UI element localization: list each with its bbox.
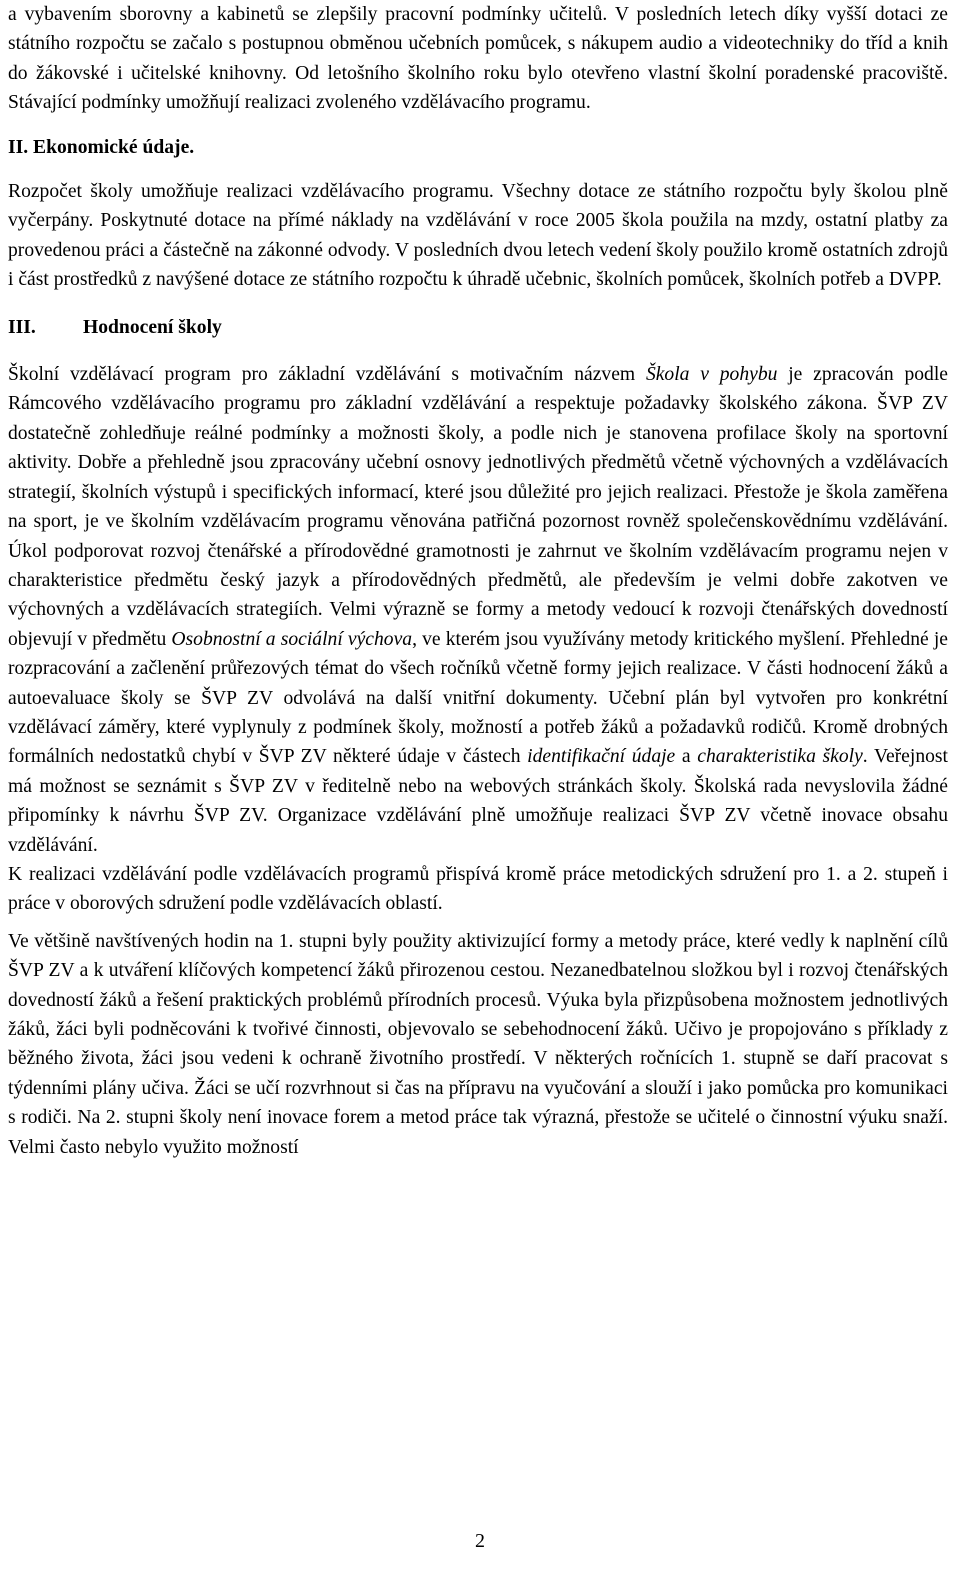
section-heading-evaluation xyxy=(8,313,948,342)
page-number: 2 xyxy=(475,1530,485,1552)
evaluation-paragraph-1 xyxy=(8,360,948,860)
text-run: je zpracován podle Rámcového vzdělávacího programu pro základní vzdělávání a respektuje požadavky školského zákona. ŠVP ZV dostatečně zohledňuje reálné podmínky a možnosti školy, a podle nich je stanovena profilace školy na sportovní aktivity. Dobře a přehledně jsou zpracovány učební osnovy jednotlivých předmětů včetně výchovných a vzdělávacích strategií, školních výstupů i specifických informací, které jsou důležité pro jejich realizaci. Přestože je škola zaměřena na sport, je ve školním vzdělávacím programu věnována patřičná pozornost rovněž společenskovědnímu vzdělávání. Úkol podporovat rozvoj čtenářské a přírodovědné gramotnosti je zahrnut ve školním vzdělávacím programu nejen v charakteristice předmětu český jazyk a přírodovědných předmětů, ale především je velmi dobře zakotven ve výchovných a vzdělávacích strategiích. Velmi výrazně se formy a metody vedoucí k rozvoji čtenářských dovedností objevují v předmětu xyxy=(8,364,948,650)
text-run: . Veřejnost má možnost se seznámit s ŠVP ZV v ředitelně nebo na webových stránkách školy. Školská rada nevyslovila žádné připomínky k návrhu ŠVP ZV. Organizace vzdělávání plně umožňuje realizaci ŠVP ZV včetně inovace obsahu vzdělávání. xyxy=(8,746,948,856)
section-reference: charakteristika školy xyxy=(697,746,863,768)
evaluation-paragraph-3: Ve většině navštívených hodin na 1. stupni byly použity aktivizující formy a metody práce, které vedly k naplnění cílů ŠVP ZV a k utváření klíčových kompetencí žáků přirozenou cestou. Nezanedbatelnou složkou byl i rozvoj čtenářských dovedností žáků a řešení praktických problémů přírodních procesů. Výuka byla přizpůsobena možnostem jednotlivých žáků, žáci byli podněcováni k tvořivé činnosti, objevovalo se sebehodnocení žáků. Učivo je propojováno s příklady z běžného života, žáci jsou vedeni k ochraně životního prostředí. V některých ročnících 1. stupně se daří pracovat s týdenními plány učiva. Žáci se učí rozvrhnout si čas na přípravu na vyučování a slouží i jako pomůcka pro komunikaci s rodiči. Na 2. stupni školy není inovace forem a metod práce tak výrazná, přestože se učitelé o činnostní výuku snaží. Velmi často nebylo využito možností xyxy=(8,930,948,1158)
section-title: Hodnocení školy xyxy=(83,316,222,338)
evaluation-paragraph-2: K realizaci vzdělávání podle vzdělávacích programů přispívá kromě práce metodických sdružení pro 1. a 2. stupeň i práce v oborových sdružení podle vzdělávacích oblastí. xyxy=(8,863,948,915)
text-run: Školní vzdělávací program pro základní vzdělávání s motivačním názvem xyxy=(8,364,646,386)
spacer xyxy=(8,342,948,360)
text-run: , ve kterém jsou využívány metody kritického myšlení. Přehledné je rozpracování a začlenění průřezových témat do všech ročníků včetně formy jejich realizace. V části hodnocení žáků a autoevaluace školy se ŠVP ZV odvolává na další vnitřní dokumenty. Učební plán byl vytvořen pro konkrétní vzdělávací záměry, které vyplynuly z podmínek školy, možností a potřeb žáků a požadavků rodičů. Kromě drobných formálních nedostatků chybí v ŠVP ZV některé údaje v částech xyxy=(8,628,948,768)
subject-name: Osobnostní a sociální výchova xyxy=(171,628,413,650)
document-page xyxy=(8,0,948,1162)
intro-paragraph: a vybavením sborovny a kabinetů se zlepšily pracovní podmínky učitelů. V posledních letech díky vyšší dotaci ze státního rozpočtu se začalo s postupnou obměnou učebních pomůcek, s nákupem audio a videotechniky do tříd a knih do žákovské i učitelské knihovny. Od letošního školního roku bylo otevřeno vlastní školní poradenské pracoviště. Stávající podmínky umožňují realizaci zvoleného vzdělávacího programu. xyxy=(8,4,948,114)
program-name: Škola v pohybu xyxy=(645,364,778,386)
section-reference: identifikační údaje xyxy=(527,746,676,768)
spacer xyxy=(8,118,948,133)
spacer xyxy=(8,295,948,313)
economic-paragraph: Rozpočet školy umožňuje realizaci vzdělávacího programu. Všechny dotace ze státního rozpočtu byly školou plně vyčerpány. Poskytnuté dotace na přímé náklady na vzdělávání v roce 2005 škola použila na mzdy, ostatní platby za provedenou práci a částečně na zákonné odvody. V posledních dvou letech vedení školy použilo kromě ostatních zdrojů i část prostředků z navýšené dotace ze státního rozpočtu k úhradě učebnic, školních pomůcek, školních potřeb a DVPP. xyxy=(8,181,948,291)
spacer xyxy=(8,919,948,927)
section-number: III. xyxy=(8,316,36,338)
section-heading-economic: II. Ekonomické údaje. xyxy=(8,136,195,158)
text-run: a xyxy=(675,746,698,768)
spacer xyxy=(8,162,948,177)
